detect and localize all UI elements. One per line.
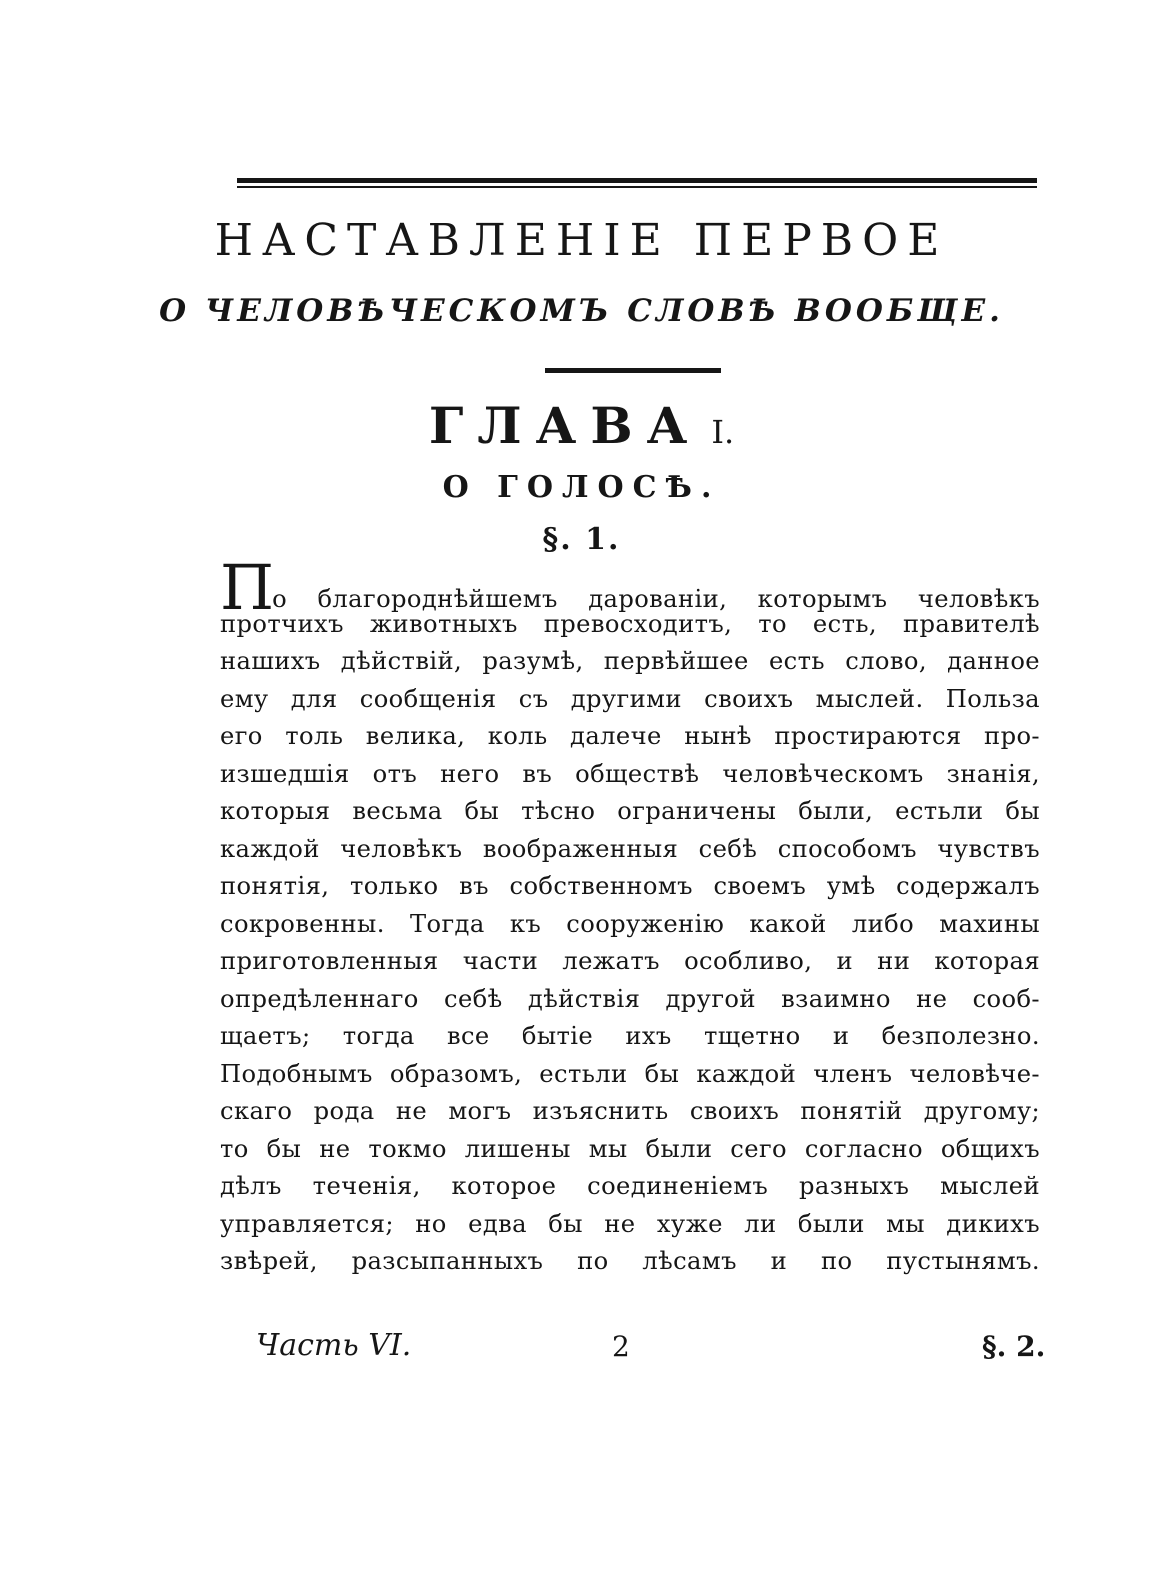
top-rule-thick bbox=[237, 178, 1037, 183]
chapter-number: I. bbox=[711, 413, 735, 451]
body-line: его толь велика, коль далече нынѣ простираются про- bbox=[220, 722, 1040, 750]
body-line: изшедшія отъ него въ обществѣ человѣческомъ знанія, bbox=[220, 759, 1040, 788]
body-line: щаетъ; тогда все бытіе ихъ тщетно и безполезно. bbox=[220, 1022, 1040, 1050]
body-line: которыя весьма бы тѣсно ограничены были, естьли бы bbox=[220, 797, 1040, 825]
body-line: По благороднѣйшемъ дарованіи, которымъ человѣкъ bbox=[220, 551, 1040, 624]
body-line: нашихъ дѣйствій, разумѣ, первѣйшее есть слово, данное bbox=[220, 647, 1040, 675]
drop-cap: П bbox=[220, 551, 273, 624]
section-number: §. 1. bbox=[542, 522, 621, 557]
body-paragraph bbox=[220, 551, 1040, 1281]
body-line: сокровенны. Тогда къ сооруженію какой либо махины bbox=[220, 909, 1040, 938]
top-rule-thin bbox=[237, 186, 1037, 188]
body-line: скаго рода не могъ изъяснить своихъ понятій другому; bbox=[220, 1097, 1040, 1125]
chapter-title: О ГОЛОСѢ. bbox=[442, 470, 721, 505]
body-line: Подобнымъ образомъ, естьли бы каждой членъ человѣче- bbox=[220, 1059, 1040, 1088]
body-line: то бы не токмо лишены мы были сего согласно общихъ bbox=[220, 1134, 1040, 1163]
body-line: управляется; но едва бы не хуже ли были мы дикихъ bbox=[220, 1209, 1040, 1238]
footer-catchword: §. 2. bbox=[982, 1330, 1046, 1363]
body-line: опредѣленнаго себѣ дѣйствія другой взаимно не сооб- bbox=[220, 984, 1040, 1013]
body-line: каждой человѣкъ воображенныя себѣ способомъ чувствъ bbox=[220, 834, 1040, 863]
body-line: понятія, только въ собственномъ своемъ умѣ содержалъ bbox=[220, 872, 1040, 900]
section-divider bbox=[545, 368, 721, 373]
footer-page-marker: 2 bbox=[612, 1330, 630, 1363]
page-subtitle: О ЧЕЛОВѢЧЕСКОМЪ СЛОВѢ ВООБЩЕ. bbox=[159, 293, 1004, 329]
page-title: НАСТАВЛЕНІЕ ПЕРВОЕ bbox=[214, 215, 949, 266]
body-line: звѣрей, разсыпанныхъ по лѣсамъ и по пустынямъ. bbox=[220, 1247, 1040, 1275]
body-line: ему для сообщенія съ другими своихъ мыслей. Польза bbox=[220, 684, 1040, 713]
body-line: дѣлъ теченія, которое соединеніемъ разныхъ мыслей bbox=[220, 1172, 1040, 1200]
body-line: приготовленныя части лежатъ особливо, и ни которая bbox=[220, 947, 1040, 975]
chapter-heading bbox=[0, 396, 1163, 455]
chapter-label: ГЛАВА bbox=[428, 396, 702, 455]
top-double-rule bbox=[237, 178, 1037, 188]
body-line: протчихъ животныхъ превосходитъ, то есть, правителѣ bbox=[220, 609, 1040, 638]
footer-signature: Часть VI. bbox=[256, 1328, 412, 1363]
